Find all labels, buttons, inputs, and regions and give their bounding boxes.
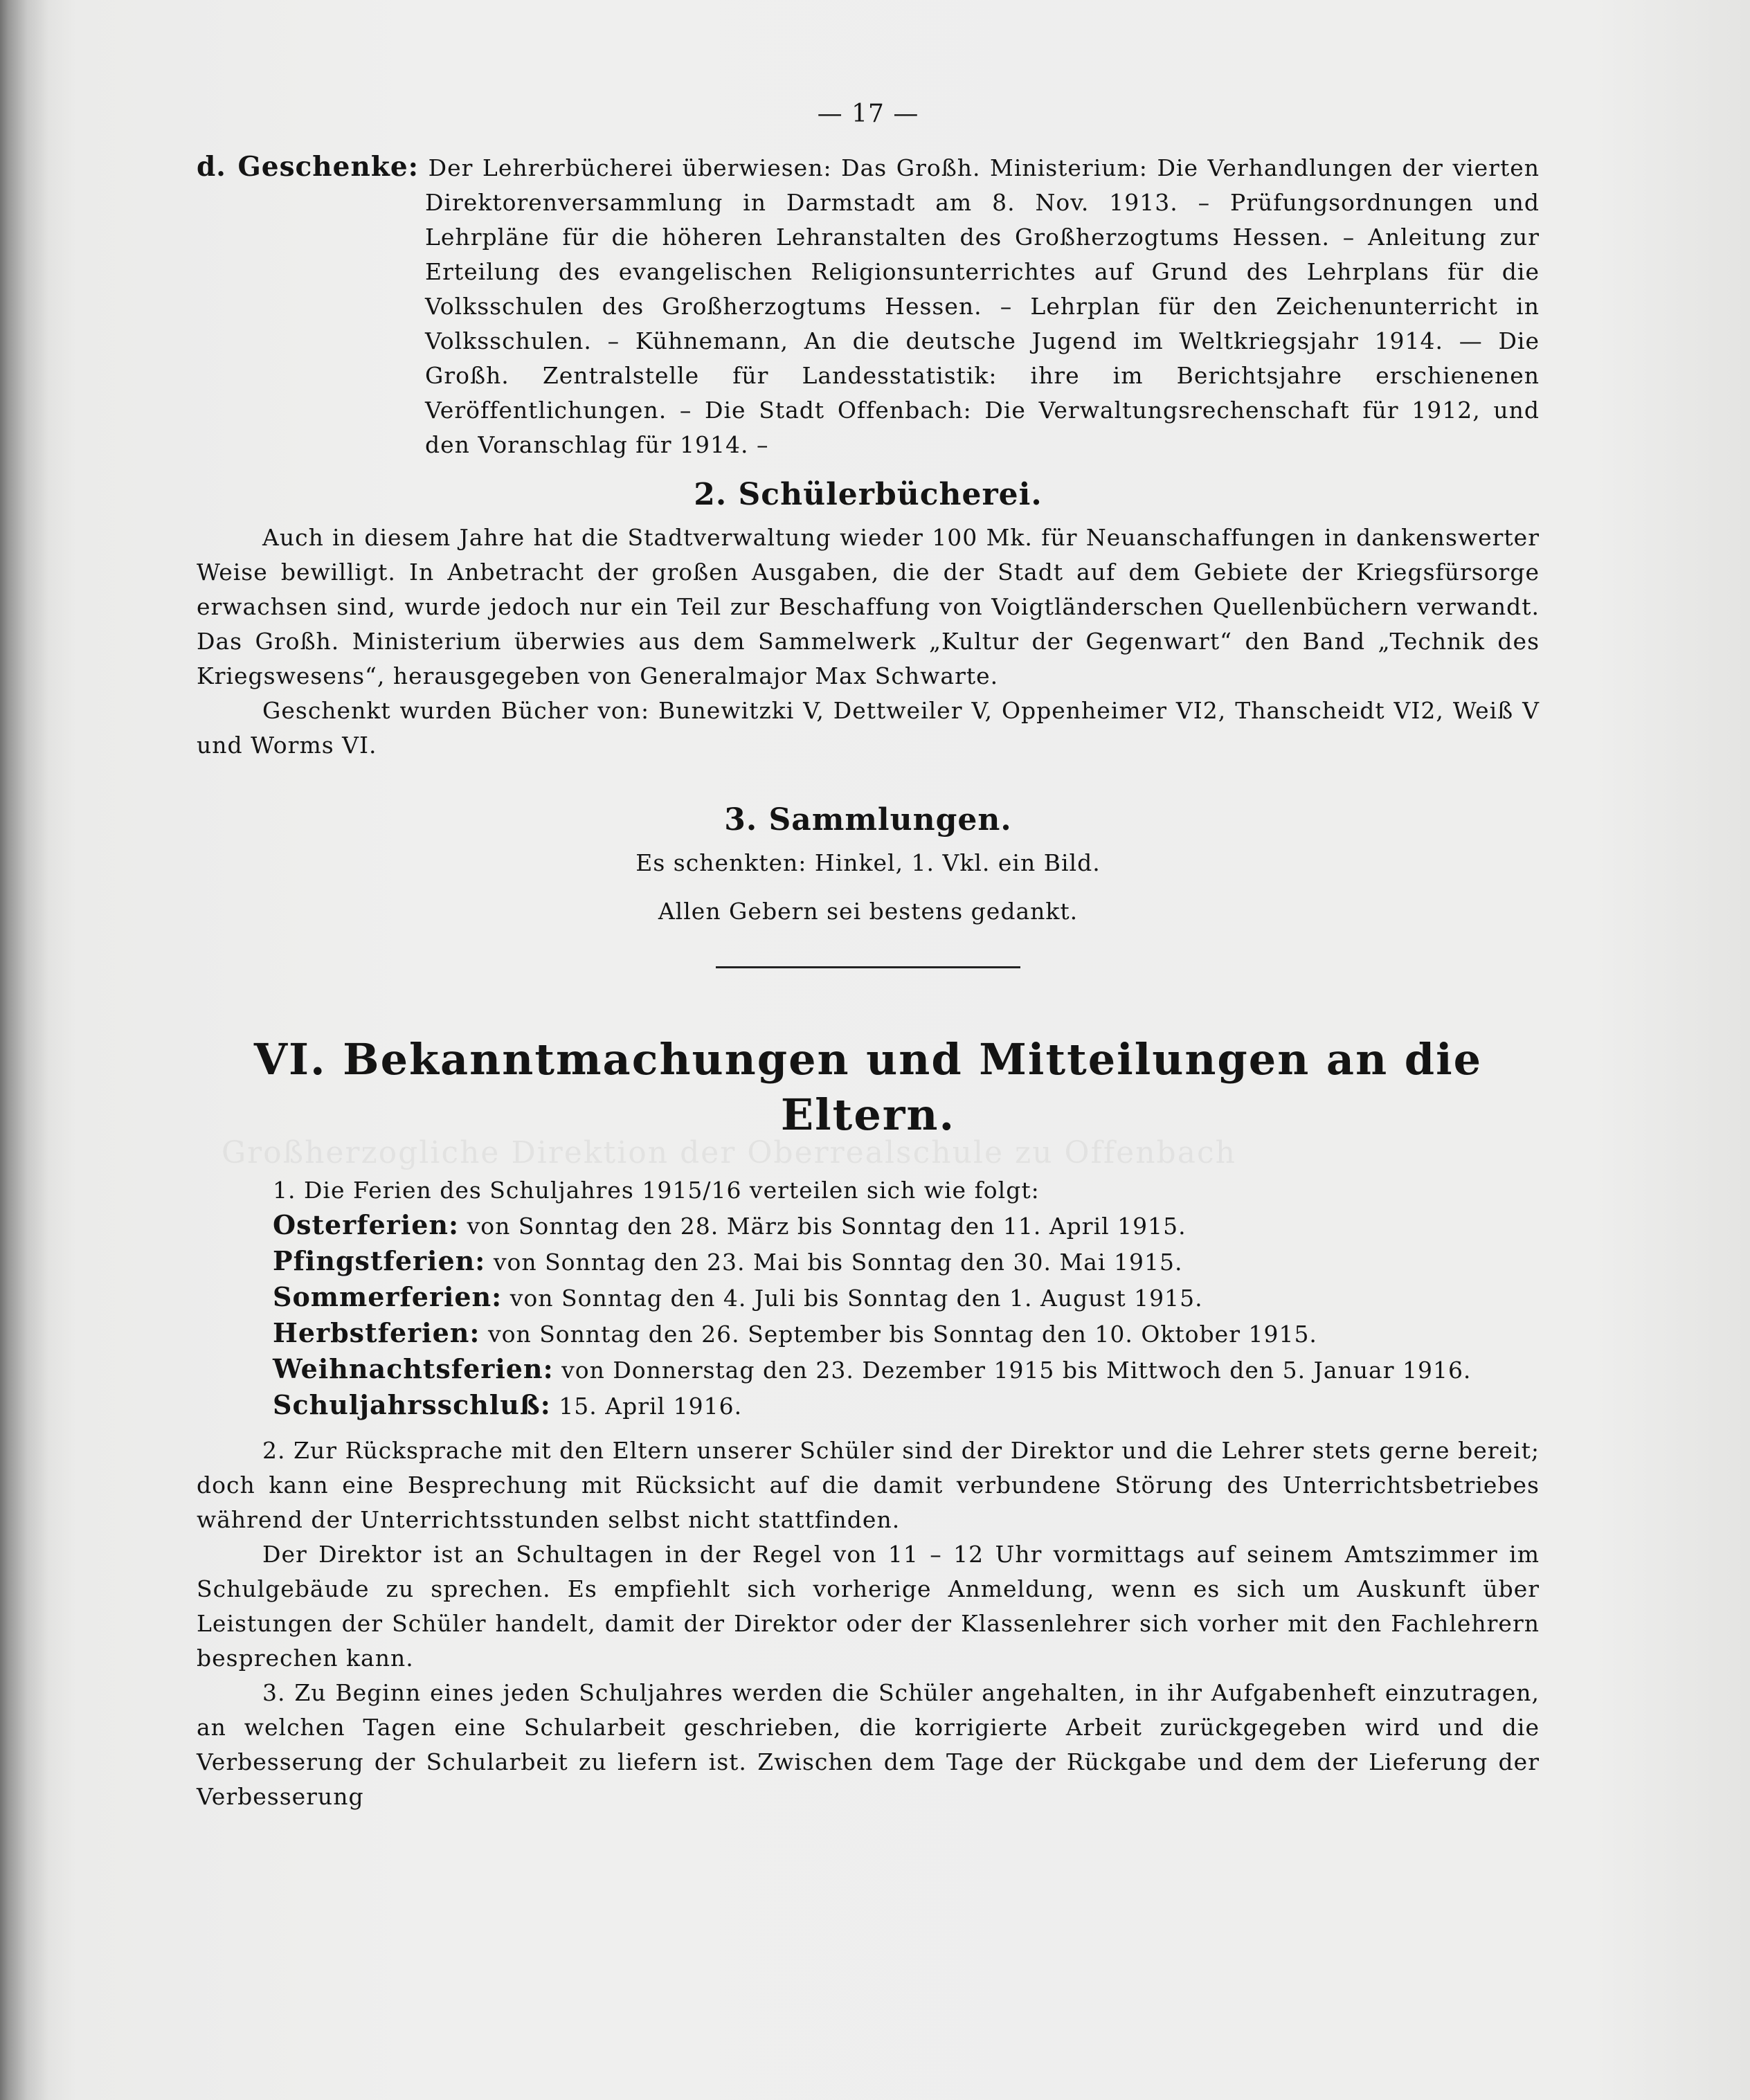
holiday-dates: von Sonntag den 4. Juli bis Sonntag den 1. August 1915.: [509, 1285, 1203, 1312]
holiday-label: Schuljahrsschluß:: [273, 1389, 551, 1420]
gifts-text: Der Lehrerbücherei überwiesen: Das Großh. Ministerium: Die Verhandlungen der vierten Direktorenversammlung in Darmstadt am 8. Nov. 1913. – Prüfungsordnungen und Lehrpläne für die höheren Lehranstalten des Großherzogtums Hessen. – Anleitung zur Erteilung des evangelischen Religionsunterrichtes auf Grund des Lehrplans für die Volksschulen des Großherzogtums Hessen. – Lehrplan für den Zeichenunterricht in Volksschulen. – Kühnemann, An die deutsche Jugend im Weltkriegsjahr 1914. — Die Großh. Zentralstelle für Landesstatistik: ihre im Berichtsjahre erschienenen Veröffentlichungen. – Die Stadt Offenbach: Die Verwaltungsrechenschaft für 1912, und den Voranschlag für 1914. –: [425, 154, 1540, 458]
binding-shadow: [0, 0, 48, 2100]
collections-donors: Es schenkten: Hinkel, 1. Vkl. ein Bild.: [635, 849, 1101, 876]
holiday-dates: von Sonntag den 23. Mai bis Sonntag den 30. Mai 1915.: [493, 1249, 1183, 1276]
holiday-item: [197, 1352, 1540, 1388]
holiday-label: Weihnachtsferien:: [273, 1353, 554, 1384]
bleed-through: Großherzogliche Direktion der Oberrealschule zu Offenbach: [222, 1135, 1236, 1170]
holiday-label: Sommerferien:: [273, 1281, 503, 1312]
director-hours-paragraph: Der Direktor ist an Schultagen in der Regel von 11 – 12 Uhr vormittags auf seinem Amtszimmer im Schulgebäude zu sprechen. Es empfiehlt sich vorherige Anmeldung, wenn es sich um Auskunft über Leistungen der Schüler handelt, damit der Direktor oder der Klassenlehrer sich vorher mit den Fachlehrern besprechen kann.: [197, 1541, 1540, 1672]
holiday-label: Pfingstferien:: [273, 1245, 486, 1276]
holiday-label: Herbstferien:: [273, 1317, 480, 1348]
thanks-line: Allen Gebern sei bestens gedankt.: [658, 898, 1079, 925]
chapter-title: VI. Bekanntmachungen und Mitteilungen an die Eltern.: [253, 1034, 1483, 1140]
donated-books-paragraph: Geschenkt wurden Bücher von: Bunewitzki V, Dettweiler V, Oppenheimer VI2, Thanscheidt VI2, Weiß V und Worms VI.: [197, 697, 1540, 759]
holidays-intro: 1. Die Ferien des Schuljahres 1915/16 verteilen sich wie folgt:: [273, 1177, 1040, 1204]
holiday-item: [197, 1208, 1540, 1244]
holiday-item: [197, 1280, 1540, 1316]
section-heading-schuelerbuecherei: 2. Schülerbücherei.: [694, 477, 1043, 512]
gifts-paragraph: [197, 150, 1540, 462]
holiday-item: [197, 1388, 1540, 1424]
holiday-dates: von Sonntag den 26. September bis Sonntag den 10. Oktober 1915.: [487, 1321, 1317, 1348]
holiday-item: [197, 1316, 1540, 1352]
gifts-label: d. Geschenke:: [197, 151, 420, 183]
page-number: — 17 —: [817, 100, 919, 128]
consultation-paragraph: 2. Zur Rücksprache mit den Eltern unserer Schüler sind der Direktor und die Lehrer stets gerne bereit; doch kann eine Besprechung mit Rücksicht auf die damit verbundene Störung des Unterrichtsbetriebes während der Unterrichtsstunden selbst nicht stattfinden.: [197, 1437, 1540, 1533]
holiday-dates: 15. April 1916.: [559, 1393, 743, 1420]
schuelerbuecherei-paragraph: Auch in diesem Jahre hat die Stadtverwaltung wieder 100 Mk. für Neuanschaffungen in dankenswerter Weise bewilligt. In Anbetracht der großen Ausgaben, die der Stadt auf dem Gebiete der Kriegsfürsorge erwachsen sind, wurde jedoch nur ein Teil zur Beschaffung von Voigtländerschen Quellenbüchern verwandt. Das Großh. Ministerium überwies aus dem Sammelwerk „Kultur der Gegenwart“ den Band „Technik des Kriegswesens“, herausgegeben von Generalmajor Max Schwarte.: [197, 524, 1540, 689]
holiday-label: Osterferien:: [273, 1209, 460, 1240]
holiday-dates: von Donnerstag den 23. Dezember 1915 bis Mittwoch den 5. Januar 1916.: [561, 1357, 1472, 1384]
page-content: [197, 97, 1540, 1814]
holiday-item: [197, 1244, 1540, 1280]
section-heading-sammlungen: 3. Sammlungen.: [724, 802, 1012, 838]
holiday-dates: von Sonntag den 28. März bis Sonntag den 11. April 1915.: [467, 1213, 1187, 1240]
homework-book-paragraph: 3. Zu Beginn eines jeden Schuljahres werden die Schüler angehalten, in ihr Aufgabenheft einzutragen, an welchen Tagen eine Schularbeit geschrieben, die korrigierte Arbeit zurückgegeben wird und die Verbesserung der Schularbeit zu liefern ist. Zwischen dem Tage der Rückgabe und dem der Lieferung der Verbesserung: [197, 1679, 1540, 1810]
section-divider: [716, 966, 1020, 968]
